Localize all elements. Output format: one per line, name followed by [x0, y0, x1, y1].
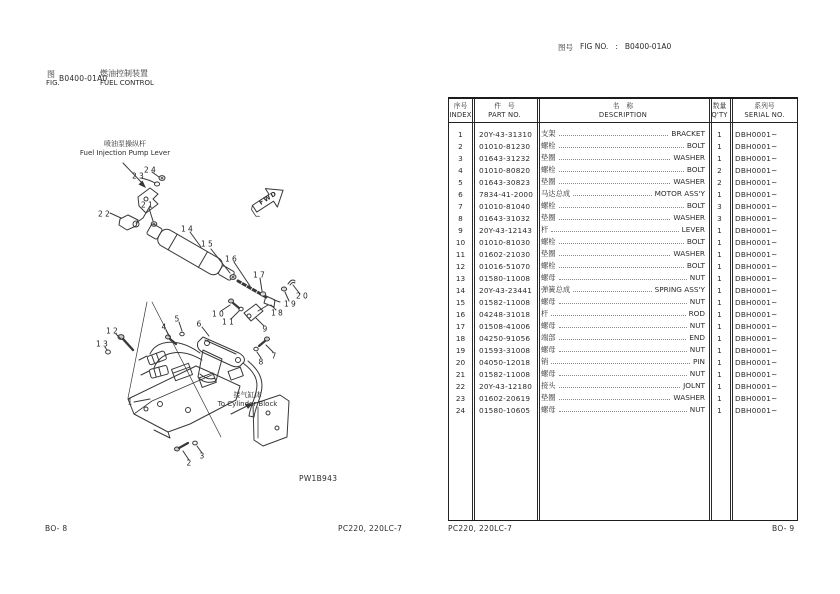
table-row: [449, 320, 797, 332]
description-en: WASHER: [673, 177, 705, 186]
table-row: [449, 152, 797, 164]
header-serial: [730, 102, 799, 120]
figno-sep: :: [615, 42, 618, 51]
fig-label-cn: 图: [47, 70, 55, 79]
cell-part-no: 04050-12018: [479, 357, 531, 367]
cell-serial: DBH0001~: [735, 405, 778, 415]
cell-description: [537, 381, 709, 391]
cell-part-no: 01643-31232: [479, 153, 531, 163]
cell-description: [537, 153, 709, 163]
table-row: [449, 344, 797, 356]
cell-part-no: 01010-80820: [479, 165, 531, 175]
leader-dots: [551, 315, 685, 316]
description-cn: 螺栓: [541, 237, 556, 246]
header-part-en: PART NO.: [488, 110, 521, 119]
cell-qty: 1: [717, 381, 722, 391]
description-cn: 支架: [541, 129, 556, 138]
fig-number: B0400-01A0: [59, 74, 108, 83]
cell-serial: DBH0001~: [735, 141, 778, 151]
cell-description: [537, 297, 709, 307]
cell-serial: DBH0001~: [735, 249, 778, 259]
part-callout: 15: [201, 239, 215, 249]
leader-dots: [559, 255, 671, 256]
cell-index: 5: [458, 177, 463, 187]
leader-dots: [559, 243, 684, 244]
cell-description: [537, 129, 709, 139]
cell-qty: 2: [717, 177, 722, 187]
right-model-label: PC220, 220LC-7: [448, 524, 513, 533]
cell-part-no: 20Y-43-12143: [479, 225, 533, 235]
part-callout: 1: [127, 397, 135, 407]
cell-description: [537, 369, 709, 379]
cell-qty: 1: [717, 129, 722, 139]
pump-lever-label-en: Fuel Injection Pump Lever: [79, 148, 171, 157]
cell-qty: 3: [717, 201, 722, 211]
leader-dots: [559, 147, 684, 148]
description-en: LEVER: [681, 225, 705, 234]
description-en: NUT: [689, 297, 705, 306]
cell-qty: 1: [717, 153, 722, 163]
leader-dots: [559, 387, 681, 388]
cell-index: 17: [455, 321, 466, 331]
cell-qty: 1: [717, 297, 722, 307]
description-en: WASHER: [673, 393, 705, 402]
cell-qty: 1: [717, 225, 722, 235]
cell-index: 20: [455, 357, 466, 367]
cell-index: 12: [455, 261, 466, 271]
cell-description: [537, 261, 709, 271]
cylinder-block-label-cn: 接气缸体: [233, 391, 262, 399]
description-cn: 螺栓: [541, 261, 556, 270]
part-callout: 9: [262, 324, 270, 334]
leader-dots: [559, 327, 687, 328]
cell-index: 11: [455, 249, 466, 259]
leader-dots: [559, 339, 687, 340]
part-callout: 4: [161, 322, 169, 332]
cell-index: 22: [455, 381, 466, 391]
leader-dots: [559, 279, 687, 280]
description-cn: 螺母: [541, 273, 556, 282]
description-en: PIN: [692, 357, 705, 366]
cell-serial: DBH0001~: [735, 273, 778, 283]
header-index: [449, 102, 472, 120]
cell-qty: 2: [717, 165, 722, 175]
description-en: BOLT: [686, 237, 705, 246]
part-callout: 6: [196, 319, 204, 329]
part-callout: 22: [98, 209, 112, 219]
cell-part-no: 20Y-43-31310: [479, 129, 533, 139]
table-row: [449, 380, 797, 392]
leader-dots: [573, 195, 651, 196]
cell-description: [537, 393, 709, 403]
part-callout: 20: [296, 291, 310, 301]
cell-index: 10: [455, 237, 466, 247]
cell-serial: DBH0001~: [735, 369, 778, 379]
cell-part-no: 01643-30823: [479, 177, 531, 187]
header-serial-cn: 系列号: [754, 101, 775, 110]
table-row: [449, 356, 797, 368]
pump-lever-label-cn: 喷油泵操纵杆: [104, 140, 146, 148]
cell-serial: DBH0001~: [735, 285, 778, 295]
cell-qty: 1: [717, 189, 722, 199]
cell-qty: 1: [717, 333, 722, 343]
cell-serial: DBH0001~: [735, 357, 778, 367]
cell-qty: 1: [717, 309, 722, 319]
header-description: [537, 102, 709, 120]
cell-part-no: 01580-10605: [479, 405, 531, 415]
description-en: NUT: [689, 321, 705, 330]
description-cn: 垫圈: [541, 393, 556, 402]
leader-dots: [551, 231, 678, 232]
cell-qty: 1: [717, 357, 722, 367]
parts-table: [448, 97, 798, 521]
part-callout: 5: [174, 314, 182, 324]
table-row: [449, 272, 797, 284]
header-index-cn: 序号: [453, 101, 468, 110]
part-callout: 2: [186, 458, 194, 468]
cell-part-no: 01602-21030: [479, 249, 531, 259]
cell-part-no: 01010-81040: [479, 201, 531, 211]
cell-serial: DBH0001~: [735, 381, 778, 391]
table-row: [449, 296, 797, 308]
left-model-label: PC220, 220LC-7: [338, 524, 403, 533]
description-en: BOLT: [686, 261, 705, 270]
table-divider: [537, 99, 540, 520]
description-en: WASHER: [673, 213, 705, 222]
table-body: [449, 123, 797, 416]
cell-index: 18: [455, 333, 466, 343]
cell-index: 7: [458, 201, 463, 211]
cell-serial: DBH0001~: [735, 153, 778, 163]
cell-part-no: 7834-41-2000: [479, 189, 534, 199]
cylinder-block-label-en: To Cylinder Block: [217, 399, 278, 408]
description-en: END: [689, 333, 705, 342]
cell-serial: DBH0001~: [735, 213, 778, 223]
fwd-arrow-label: FWD: [257, 189, 279, 207]
description-cn: 螺母: [541, 369, 556, 378]
table-row: [449, 248, 797, 260]
description-en: BRACKET: [671, 129, 705, 138]
description-cn: 端部: [541, 333, 556, 342]
description-cn: 销: [541, 357, 549, 366]
cell-description: [537, 201, 709, 211]
leader-dots: [559, 171, 684, 172]
figno-en: FIG NO.: [580, 42, 609, 51]
drawing-number: PW1B943: [299, 474, 338, 483]
part-callout: 7: [271, 351, 279, 361]
cell-serial: DBH0001~: [735, 189, 778, 199]
leader-dots: [559, 159, 671, 160]
part-callout: 16: [225, 254, 239, 264]
cell-serial: DBH0001~: [735, 225, 778, 235]
part-callout: 10: [212, 309, 226, 319]
cell-qty: 1: [717, 249, 722, 259]
header-qty-cn: 数量: [712, 101, 727, 110]
cell-serial: DBH0001~: [735, 165, 778, 175]
cell-part-no: 01508-41006: [479, 321, 531, 331]
left-page-number: BO- 8: [45, 524, 68, 533]
fig-title-en: FUEL CONTROL: [100, 79, 154, 87]
cell-part-no: 20Y-43-23441: [479, 285, 533, 295]
cell-index: 24: [455, 405, 466, 415]
part-callout: 23: [132, 171, 146, 181]
cell-qty: 1: [717, 393, 722, 403]
cell-part-no: 04248-31018: [479, 309, 531, 319]
right-page-number: BO- 9: [772, 524, 795, 533]
cell-index: 3: [458, 153, 463, 163]
description-en: NUT: [689, 405, 705, 414]
cell-part-no: 01582-11008: [479, 297, 531, 307]
cell-index: 6: [458, 189, 463, 199]
cell-description: [537, 213, 709, 223]
table-row: [449, 140, 797, 152]
part-callout: 24: [144, 165, 158, 175]
part-callout: 19: [284, 299, 298, 309]
table-row: [449, 284, 797, 296]
cell-part-no: 01016-51070: [479, 261, 531, 271]
description-cn: 垫圈: [541, 177, 556, 186]
cell-index: 1: [458, 129, 463, 139]
cell-description: [537, 165, 709, 175]
cell-qty: 1: [717, 405, 722, 415]
description-cn: 弹簧总成: [541, 285, 571, 294]
header-part-cn: 件 号: [494, 101, 515, 110]
description-cn: 杆: [541, 309, 549, 318]
figno-value: B0400-01A0: [624, 42, 672, 51]
description-cn: 螺栓: [541, 141, 556, 150]
cell-serial: DBH0001~: [735, 297, 778, 307]
cell-index: 21: [455, 369, 466, 379]
header-serial-en: SERIAL NO.: [744, 110, 785, 119]
table-divider: [730, 99, 733, 520]
description-cn: 螺栓: [541, 165, 556, 174]
cell-description: [537, 309, 709, 319]
fig-title-cn: 燃油控制装置: [100, 69, 148, 78]
table-row: [449, 308, 797, 320]
cell-description: [537, 237, 709, 247]
table-row: [449, 368, 797, 380]
cell-index: 15: [455, 297, 466, 307]
figno-line: [558, 42, 671, 53]
cell-qty: 1: [717, 237, 722, 247]
table-row: [449, 212, 797, 224]
leader-dots: [559, 267, 684, 268]
cell-description: [537, 273, 709, 283]
fig-label-en: FIG.: [46, 79, 60, 87]
leader-dots: [559, 351, 687, 352]
cell-part-no: 01643-31032: [479, 213, 531, 223]
table-row: [449, 332, 797, 344]
description-cn: 垫圈: [541, 249, 556, 258]
table-row: [449, 128, 797, 140]
header-qty: [709, 102, 730, 120]
cell-description: [537, 285, 709, 295]
table-row: [449, 260, 797, 272]
leader-dots: [559, 375, 687, 376]
cell-qty: 1: [717, 369, 722, 379]
cell-index: 19: [455, 345, 466, 355]
part-callout: 21: [141, 200, 155, 210]
table-divider: [709, 99, 712, 520]
cell-part-no: 20Y-43-12180: [479, 381, 533, 391]
cell-index: 23: [455, 393, 466, 403]
table-header: [449, 99, 797, 123]
description-en: WASHER: [673, 153, 705, 162]
leader-dots: [559, 183, 671, 184]
leader-dots: [559, 219, 671, 220]
description-en: NUT: [689, 369, 705, 378]
description-en: NUT: [689, 273, 705, 282]
description-en: BOLT: [686, 201, 705, 210]
leader-dots: [559, 399, 671, 400]
part-callout: 11: [222, 317, 236, 327]
figno-cn: 图号: [558, 43, 573, 52]
description-en: ROD: [688, 309, 705, 318]
description-cn: 螺栓: [541, 201, 556, 210]
cylinder-block-label: [205, 391, 290, 409]
description-en: BOLT: [686, 165, 705, 174]
cell-description: [537, 321, 709, 331]
header-qty-en: Q'TY: [711, 110, 728, 119]
leader-dots: [573, 291, 651, 292]
leader-dots: [559, 135, 669, 136]
cell-qty: 1: [717, 285, 722, 295]
leader-dots: [559, 207, 684, 208]
part-callout: 12: [106, 326, 120, 336]
cell-serial: DBH0001~: [735, 321, 778, 331]
cell-qty: 1: [717, 321, 722, 331]
cell-description: [537, 345, 709, 355]
description-en: JOLNT: [683, 381, 705, 390]
header-desc-en: DESCRIPTION: [598, 110, 648, 119]
description-en: BOLT: [686, 141, 705, 150]
cell-serial: DBH0001~: [735, 201, 778, 211]
description-en: WASHER: [673, 249, 705, 258]
table-divider: [472, 99, 475, 520]
description-en: MOTOR ASS'Y: [654, 189, 705, 198]
description-cn: 螺母: [541, 297, 556, 306]
cell-part-no: 01580-11008: [479, 273, 531, 283]
description-cn: 螺母: [541, 345, 556, 354]
cell-index: 9: [458, 225, 463, 235]
table-row: [449, 236, 797, 248]
cell-index: 14: [455, 285, 466, 295]
cell-description: [537, 333, 709, 343]
cell-description: [537, 177, 709, 187]
cell-index: 4: [458, 165, 463, 175]
part-callout: 17: [253, 270, 267, 280]
cell-qty: 1: [717, 141, 722, 151]
part-callout: 14: [181, 224, 195, 234]
cell-serial: DBH0001~: [735, 177, 778, 187]
cell-description: [537, 249, 709, 259]
cell-part-no: 01593-31008: [479, 345, 531, 355]
table-row: [449, 404, 797, 416]
description-cn: 垫圈: [541, 153, 556, 162]
cell-part-no: 01602-20619: [479, 393, 531, 403]
cell-index: 13: [455, 273, 466, 283]
cell-serial: DBH0001~: [735, 261, 778, 271]
leader-dots: [559, 303, 687, 304]
table-row: [449, 164, 797, 176]
part-callout: 3: [199, 451, 207, 461]
cell-qty: 3: [717, 213, 722, 223]
table-row: [449, 200, 797, 212]
table-row: [449, 188, 797, 200]
description-cn: 螺母: [541, 321, 556, 330]
cell-part-no: 01010-81030: [479, 237, 531, 247]
table-row: [449, 224, 797, 236]
header-part-no: [472, 102, 537, 120]
cell-serial: DBH0001~: [735, 129, 778, 139]
table-row: [449, 392, 797, 404]
cell-qty: 1: [717, 273, 722, 283]
description-cn: 螺母: [541, 405, 556, 414]
cell-serial: DBH0001~: [735, 393, 778, 403]
description-en: SPRING ASS'Y: [654, 285, 705, 294]
description-cn: 接头: [541, 381, 556, 390]
header-desc-cn: 名 称: [612, 101, 634, 110]
cell-part-no: 01582-11008: [479, 369, 531, 379]
part-callout: 18: [271, 308, 285, 318]
description-en: NUT: [689, 345, 705, 354]
cell-description: [537, 141, 709, 151]
cell-index: 16: [455, 309, 466, 319]
cell-qty: 1: [717, 345, 722, 355]
table-row: [449, 176, 797, 188]
cell-serial: DBH0001~: [735, 345, 778, 355]
cell-serial: DBH0001~: [735, 237, 778, 247]
cell-serial: DBH0001~: [735, 333, 778, 343]
part-callout: 8: [258, 357, 266, 367]
cell-part-no: 04250-91056: [479, 333, 531, 343]
leader-dots: [551, 363, 690, 364]
cell-part-no: 01010-81230: [479, 141, 531, 151]
cell-description: [537, 225, 709, 235]
pump-lever-label: [60, 140, 190, 158]
cell-serial: DBH0001~: [735, 309, 778, 319]
part-callout: 13: [96, 339, 110, 349]
description-cn: 杆: [541, 225, 549, 234]
cell-description: [537, 405, 709, 415]
description-cn: 垫圈: [541, 213, 556, 222]
cell-index: 2: [458, 141, 463, 151]
cell-index: 8: [458, 213, 463, 223]
description-cn: 马达总成: [541, 189, 571, 198]
cell-description: [537, 357, 709, 367]
cell-qty: 1: [717, 261, 722, 271]
header-index-en: INDEX: [449, 110, 472, 119]
leader-dots: [559, 411, 687, 412]
cell-description: [537, 189, 709, 199]
